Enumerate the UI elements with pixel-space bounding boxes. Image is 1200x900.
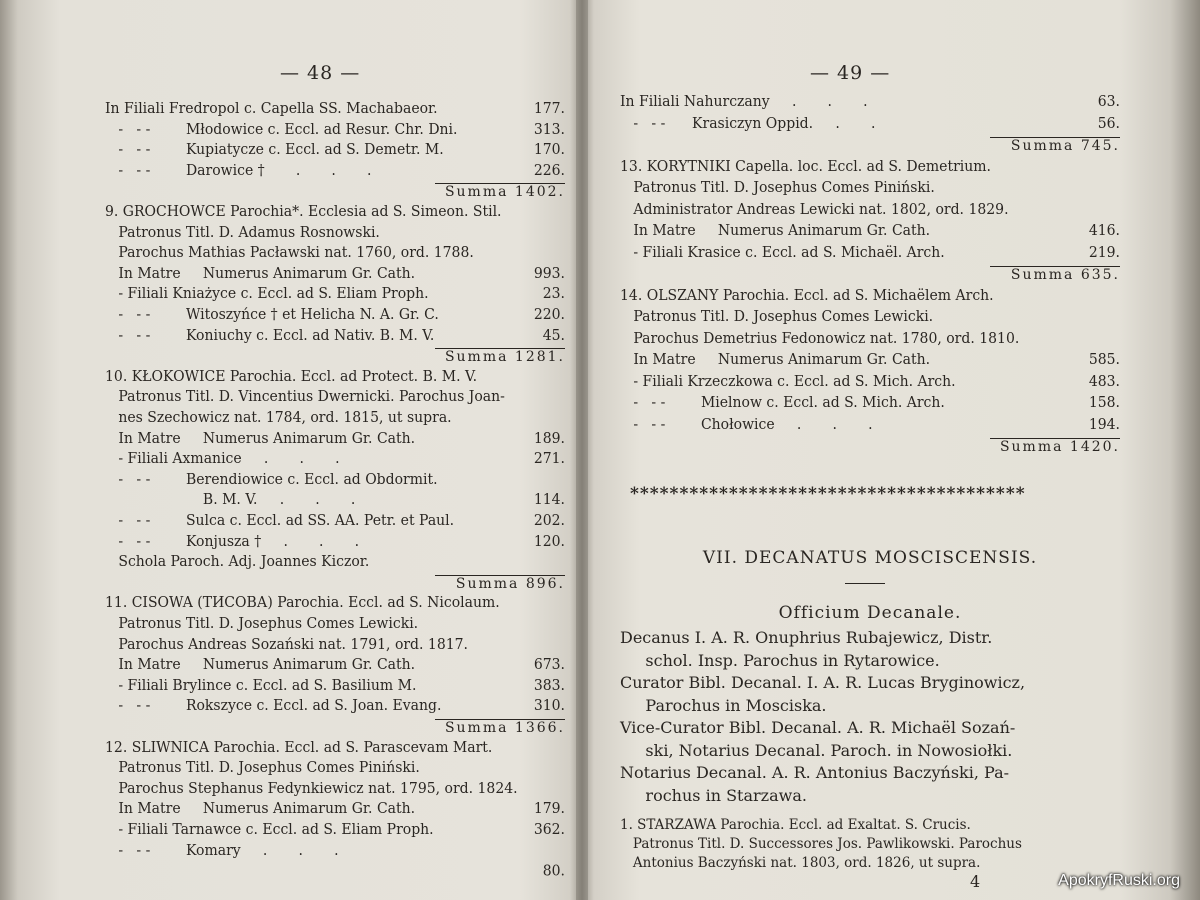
text-line <box>105 532 565 551</box>
line-text: - - - Berendiowice c. Eccl. ad Obdormit. <box>105 471 438 489</box>
right-page <box>620 0 1120 900</box>
line-count: 189. <box>533 430 565 447</box>
line-text: - Filiali Brylince c. Eccl. ad S. Basilium M. <box>105 677 417 695</box>
line-text: - - - Mielnow c. Eccl. ad S. Mich. Arch. <box>620 394 945 412</box>
text-line <box>620 286 1120 305</box>
line-count: 993. <box>533 265 565 283</box>
signature-mark: 4 <box>970 872 981 891</box>
line-text: - - - Witoszyńce † et Helicha N. A. Gr. C. <box>105 306 439 324</box>
text-line <box>105 615 565 634</box>
line-count: 271. <box>533 450 565 468</box>
line-count: 202. <box>533 512 565 530</box>
text-line <box>105 821 565 840</box>
text-line <box>105 388 565 407</box>
text-line <box>105 367 565 386</box>
line-text: 9. GROCHOWCE Parochia*. Ecclesia ad S. Simeon. Stil. <box>105 203 502 221</box>
text-line <box>620 415 1120 434</box>
text-line <box>105 264 565 283</box>
line-text: Parochus Stephanus Fedynkiewicz nat. 1795, ord. 1824. <box>105 780 518 798</box>
line-count: 310. <box>533 697 565 715</box>
text-line: schol. Insp. Parochus in Rytarowice. <box>620 650 940 670</box>
line-text: - - - Kupiatycze c. Eccl. ad S. Demetr. M. <box>105 141 444 159</box>
line-count: 483. <box>1088 373 1120 390</box>
line-text: Parochus Andreas Sozański nat. 1791, ord. 1817. <box>105 636 469 653</box>
text-line <box>620 200 1120 219</box>
page-number: — 49 — <box>810 62 891 84</box>
text-line <box>105 244 565 263</box>
text-line <box>620 93 1120 112</box>
subsection-heading: Officium Decanale. <box>778 603 962 623</box>
line-text: - Filiali Krasice c. Eccl. ad S. Michaël. Arch. <box>620 244 945 261</box>
line-text: nes Szechowicz nat. 1784, ord. 1815, ut supra. <box>105 409 452 427</box>
line-text: Patronus Titl. D. Josephus Comes Piniński. <box>105 759 420 777</box>
text-line: rochus in Starzawa. <box>620 785 807 805</box>
text-line <box>105 841 565 860</box>
text-line <box>105 635 565 654</box>
line-text: - - - Darowice † . . . <box>105 162 372 180</box>
text-line: Parochus in Mosciska. <box>620 695 827 715</box>
line-text: Parochus Mathias Pacławski nat. 1760, ord. 1788. <box>105 244 474 262</box>
watermark: ApokryfRuski.org <box>1058 872 1180 889</box>
line-text: In Filiali Fredropol c. Capella SS. Machabaeor. <box>105 100 438 118</box>
line-count: 362. <box>533 821 565 839</box>
line-text: Administrator Andreas Lewicki nat. 1802, ord. 1829. <box>620 201 1009 218</box>
text-line <box>620 308 1120 327</box>
line-text: - Filiali Tarnawce c. Eccl. ad S. Eliam Proph. <box>105 821 434 839</box>
left-page <box>105 0 565 900</box>
line-text: Patronus Titl. D. Adamus Rosnowski. <box>105 224 380 241</box>
text-line <box>105 223 565 242</box>
text-line <box>105 120 565 139</box>
line-text: In Matre Numerus Animarum Gr. Cath. <box>620 222 931 240</box>
line-count: 179. <box>533 800 565 818</box>
line-text: - Filiali Kniażyce c. Eccl. ad S. Eliam Proph. <box>105 285 429 303</box>
line-text: - - - Komary . . . <box>105 842 339 859</box>
text-line <box>105 141 565 160</box>
line-count: 56. <box>1097 115 1120 132</box>
text-line <box>620 114 1120 133</box>
line-count: 194. <box>1088 416 1120 433</box>
stars-divider: **************************************** <box>630 484 1026 504</box>
text-line <box>620 179 1120 198</box>
line-text: - - - Młodowice c. Eccl. ad Resur. Chr. Dni. <box>105 121 458 138</box>
text-line <box>105 306 565 325</box>
line-text: - Filiali Axmanice . . . <box>105 450 340 468</box>
line-text: In Filiali Nahurczany . . . <box>620 93 868 111</box>
line-count: 416. <box>1088 222 1120 240</box>
line-count: 585. <box>1088 351 1120 369</box>
text-line <box>105 203 565 222</box>
line-text: Parochus Demetrius Fedonowicz nat. 1780, ord. 1810. <box>620 330 1020 347</box>
text-line <box>105 759 565 778</box>
line-text: - Filiali Krzeczkowa c. Eccl. ad S. Mich. Arch. <box>620 373 956 390</box>
text-line <box>105 285 565 304</box>
text-line <box>105 470 565 489</box>
page-number: — 48 — <box>280 62 361 84</box>
line-count: 23. <box>542 285 565 303</box>
line-text: Patronus Titl. D. Vincentius Dwernicki. Parochus Joan- <box>105 388 505 406</box>
line-count: 313. <box>533 121 565 138</box>
line-text: - - - Sulca c. Eccl. ad SS. AA. Petr. et Paul. <box>105 512 455 530</box>
summa-total: Summa 1420. <box>999 439 1120 455</box>
summa-total: Summa 1366. <box>444 720 565 736</box>
text-line <box>105 779 565 798</box>
line-text: - - - Chołowice . . . <box>620 416 873 433</box>
text-line <box>105 429 565 448</box>
text-line <box>105 512 565 531</box>
line-text: 10. KŁOKOWICE Parochia. Eccl. ad Protect. B. M. V. <box>105 368 478 386</box>
summa-total: Summa 896. <box>455 575 565 592</box>
line-text: 11. CISOWA (ТИСОВА) Parochia. Eccl. ad S. Nicolaum. <box>105 594 500 612</box>
line-text: - - - Koniuchy c. Eccl. ad Nativ. B. M. V. <box>105 327 435 344</box>
text-line <box>105 409 565 428</box>
line-text: Patronus Titl. D. Josephus Comes Piniński. <box>620 179 935 197</box>
line-count: 170. <box>533 141 565 159</box>
line-text: In Matre Numerus Animarum Gr. Cath. <box>105 656 416 674</box>
line-count: 114. <box>533 491 565 509</box>
line-text: - - - Konjusza † . . . <box>105 533 360 550</box>
text-line <box>620 222 1120 241</box>
line-text: Schola Paroch. Adj. Joannes Kiczor. <box>105 553 370 571</box>
text-line <box>105 491 565 510</box>
line-count: 177. <box>533 100 565 118</box>
line-count: 158. <box>1088 394 1120 412</box>
text-line <box>105 594 565 613</box>
text-line: Notarius Decanal. A. R. Antonius Baczyński, Pa- <box>620 763 1010 782</box>
line-text: In Matre Numerus Animarum Gr. Cath. <box>105 265 416 283</box>
section-heading: VII. DECANATUS MOSCISCENSIS. <box>702 548 1038 568</box>
line-count: 226. <box>533 162 565 180</box>
text-line <box>620 372 1120 391</box>
line-text: Patronus Titl. D. Josephus Comes Lewicki. <box>620 308 934 326</box>
line-text: 12. SLIWNICA Parochia. Eccl. ad S. Parascevam Mart. <box>105 739 493 756</box>
line-count: 80. <box>542 863 565 881</box>
text-line <box>105 697 565 716</box>
line-text: In Matre Numerus Animarum Gr. Cath. <box>620 351 931 369</box>
line-count: 63. <box>1097 93 1120 111</box>
line-text: 14. OLSZANY Parochia. Eccl. ad S. Michaëlem Arch. <box>620 287 994 304</box>
line-count: 673. <box>533 656 565 674</box>
text-line: Vice-Curator Bibl. Decanal. A. R. Michaël Sozań- <box>620 718 1016 737</box>
line-text: - - - Krasiczyn Oppid. . . <box>620 115 876 132</box>
text-line <box>620 351 1120 370</box>
text-line: ski, Notarius Decanal. Paroch. in Nowosiołki. <box>620 740 1013 760</box>
text-line: 1. STARZAWA Parochia. Eccl. ad Exaltat. S. Crucis. <box>620 816 971 834</box>
text-line: Curator Bibl. Decanal. I. A. R. Lucas Bryginowicz, <box>620 673 1026 692</box>
text-line: Antonius Baczyński nat. 1803, ord. 1826, ut supra. <box>620 854 981 872</box>
line-count: 383. <box>533 677 565 695</box>
book-spine-fold <box>576 0 588 900</box>
text-line <box>105 800 565 819</box>
heading-rule <box>845 583 885 584</box>
summa-total: Summa 1402. <box>444 184 565 201</box>
line-text: B. M. V. . . . <box>105 491 356 509</box>
summa-total: Summa 745. <box>1010 138 1120 154</box>
text-line: Patronus Titl. D. Successores Jos. Pawlikowski. Parochus <box>620 835 1022 853</box>
text-line <box>105 100 565 119</box>
line-text: - - - Rokszyce c. Eccl. ad S. Joan. Evang. <box>105 697 442 715</box>
summa-total: Summa 635. <box>1010 267 1120 283</box>
text-line <box>620 329 1120 348</box>
text-line <box>105 161 565 180</box>
line-count: 45. <box>542 327 565 344</box>
text-line <box>620 394 1120 413</box>
summa-total: Summa 1281. <box>444 349 565 366</box>
text-line <box>105 450 565 469</box>
line-count: 120. <box>533 533 565 550</box>
text-line <box>620 157 1120 176</box>
text-line <box>105 676 565 695</box>
text-line <box>105 738 565 757</box>
text-line: Decanus I. A. R. Onuphrius Rubajewicz, Distr. <box>620 628 993 647</box>
text-line <box>620 243 1120 262</box>
line-text: Patronus Titl. D. Josephus Comes Lewicki. <box>105 615 419 633</box>
line-text: In Matre Numerus Animarum Gr. Cath. <box>105 800 416 818</box>
line-count: 219. <box>1088 244 1120 261</box>
text-line <box>105 656 565 675</box>
line-text: In Matre Numerus Animarum Gr. Cath. <box>105 430 416 447</box>
text-line <box>105 326 565 345</box>
line-text: 13. KORYTNIKI Capella. loc. Eccl. ad S. Demetrium. <box>620 158 991 175</box>
line-count: 220. <box>533 306 565 324</box>
text-line <box>105 553 565 572</box>
